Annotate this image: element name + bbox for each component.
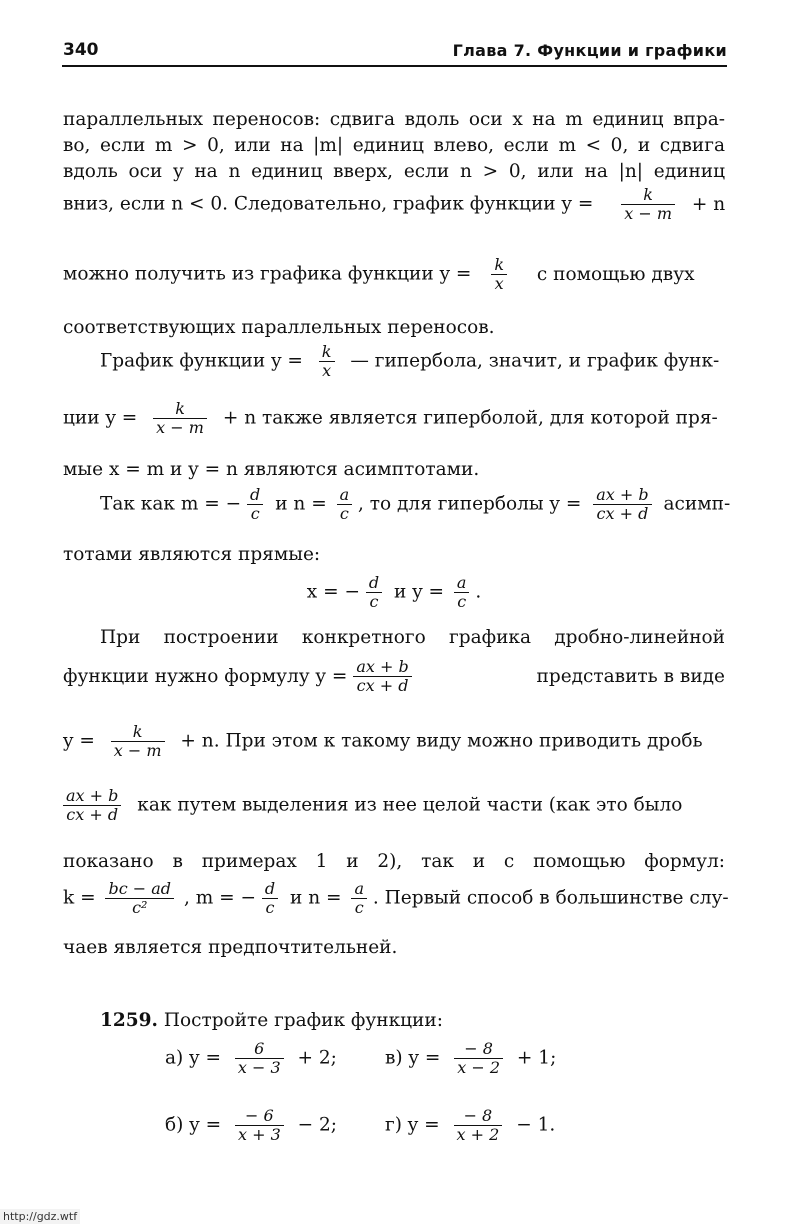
fraction bbox=[337, 486, 353, 523]
fraction-denominator: x + 2 bbox=[456, 1125, 500, 1144]
formula-line bbox=[63, 574, 725, 611]
exercise-item-tail: + 2; bbox=[297, 1047, 337, 1069]
fraction-numerator: k bbox=[153, 400, 207, 419]
fraction bbox=[593, 486, 651, 523]
fraction-numerator: ax + b bbox=[353, 658, 411, 677]
exercise-item bbox=[385, 1040, 556, 1077]
fraction-denominator: x − m bbox=[624, 204, 672, 223]
fraction bbox=[366, 574, 382, 611]
text-segment: k = bbox=[63, 887, 96, 909]
fraction bbox=[111, 723, 165, 760]
fraction-numerator: 6 bbox=[235, 1040, 284, 1059]
page-number: 340 bbox=[63, 40, 99, 60]
fraction bbox=[105, 880, 174, 917]
fraction-numerator: d bbox=[366, 574, 382, 593]
text-segment: как путем выделения из нее целой части (как это было bbox=[137, 794, 683, 816]
exercise-number: 1259. bbox=[100, 1010, 158, 1031]
text-segment: и n = bbox=[290, 887, 342, 909]
text-segment: функции нужно формулу y = bbox=[63, 665, 348, 687]
fraction bbox=[262, 880, 278, 917]
exercise-heading bbox=[100, 1010, 443, 1031]
exercise-item bbox=[385, 1107, 555, 1144]
text-segment: y = bbox=[63, 730, 95, 752]
text-segment: График функции y = bbox=[100, 350, 303, 372]
exercise-item-tail: − 2; bbox=[297, 1114, 338, 1136]
text-line-with-fraction bbox=[63, 186, 725, 223]
header-rule bbox=[62, 65, 727, 67]
fraction-numerator: bc − ad bbox=[105, 880, 174, 899]
text-segment: можно получить из графика функции y = bbox=[63, 263, 472, 285]
fraction-denominator: x − m bbox=[156, 418, 204, 437]
fraction-numerator: − 8 bbox=[454, 1040, 503, 1059]
fraction-numerator: k bbox=[491, 256, 507, 275]
fraction-numerator: ax + b bbox=[593, 486, 651, 505]
text-segment: вниз, если n < 0. Следовательно, график функции y = bbox=[63, 193, 594, 215]
fraction-denominator: x − m bbox=[113, 741, 162, 760]
fraction bbox=[454, 1040, 503, 1077]
fraction-numerator: k bbox=[621, 186, 675, 205]
fraction-denominator: c bbox=[369, 592, 379, 611]
exercise-item-label: г) y = bbox=[385, 1114, 440, 1136]
text-line-with-fraction bbox=[63, 256, 725, 293]
text-segment: и n = bbox=[275, 493, 327, 515]
fraction-numerator: k bbox=[319, 343, 335, 362]
fraction-denominator: c bbox=[250, 504, 260, 523]
text-segment: — гипербола, значит, и график функ- bbox=[350, 350, 720, 372]
text-line: вдоль оси y на n единиц вверх, если n > 0, или на |n| единиц bbox=[63, 161, 725, 182]
text-line-with-fraction bbox=[63, 400, 725, 437]
fraction-denominator: x − 3 bbox=[237, 1058, 281, 1077]
text-line: тотами являются прямые: bbox=[63, 544, 321, 565]
text-line-with-fraction bbox=[100, 485, 731, 523]
exercise-item-tail: − 1. bbox=[516, 1114, 556, 1136]
fraction-numerator: d bbox=[247, 486, 263, 505]
text-segment: x = − bbox=[306, 581, 360, 603]
exercise-item bbox=[165, 1040, 337, 1077]
text-line: соответствующих параллельных переносов. bbox=[63, 317, 495, 338]
text-line-with-fraction bbox=[63, 658, 725, 695]
fraction bbox=[319, 343, 335, 380]
fraction-numerator: a bbox=[454, 574, 470, 593]
fraction-numerator: − 6 bbox=[235, 1107, 284, 1126]
fraction-denominator: c² bbox=[132, 898, 148, 917]
fraction bbox=[235, 1040, 284, 1077]
fraction-numerator: k bbox=[111, 723, 165, 742]
fraction-numerator: a bbox=[351, 880, 367, 899]
fraction bbox=[247, 486, 263, 523]
text-segment: , то для гиперболы y = bbox=[358, 493, 582, 515]
exercise-item-label: б) y = bbox=[165, 1114, 222, 1136]
exercise-item-label: в) y = bbox=[385, 1047, 441, 1069]
fraction bbox=[621, 186, 675, 223]
fraction bbox=[353, 658, 411, 695]
text-segment: . Первый способ в большинстве слу- bbox=[372, 887, 729, 909]
text-segment: Так как m = − bbox=[100, 493, 242, 515]
fraction-denominator: x bbox=[494, 274, 504, 293]
exercise-item bbox=[165, 1107, 337, 1144]
text-segment: асимп- bbox=[663, 493, 731, 515]
fraction-numerator: ax + b bbox=[63, 787, 121, 806]
text-segment: . bbox=[475, 581, 482, 603]
exercise-item-label: а) y = bbox=[165, 1047, 221, 1069]
fraction-numerator: − 8 bbox=[454, 1107, 503, 1126]
fraction-denominator: x bbox=[322, 361, 332, 380]
text-line: показано в примерах 1 и 2), так и с помощью формул: bbox=[63, 851, 725, 872]
text-line-with-fraction bbox=[63, 723, 725, 760]
fraction bbox=[351, 880, 367, 917]
fraction-denominator: x + 3 bbox=[237, 1125, 281, 1144]
fraction-denominator: cx + d bbox=[596, 504, 649, 523]
fraction-numerator: a bbox=[337, 486, 353, 505]
fraction-denominator: c bbox=[354, 898, 364, 917]
fraction bbox=[235, 1107, 284, 1144]
fraction-denominator: x − 2 bbox=[457, 1058, 501, 1077]
exercise-title: Постройте график функции: bbox=[163, 1010, 443, 1031]
text-segment: + n. При этом к такому виду можно приводить дробь bbox=[180, 730, 703, 752]
fraction bbox=[491, 256, 507, 293]
fraction-denominator: c bbox=[339, 504, 349, 523]
text-line-with-fraction bbox=[100, 343, 725, 380]
text-line: во, если m > 0, или на |m| единиц влево, если m < 0, и сдвига bbox=[63, 135, 725, 156]
text-line: параллельных переносов: сдвига вдоль оси x на m единиц впра- bbox=[63, 109, 725, 130]
running-head: Глава 7. Функции и графики bbox=[452, 41, 727, 60]
exercise-item-tail: + 1; bbox=[516, 1047, 557, 1069]
fraction-denominator: cx + d bbox=[356, 676, 409, 695]
text-segment: + n bbox=[691, 193, 726, 215]
text-segment: , m = − bbox=[183, 887, 257, 909]
fraction bbox=[454, 1107, 503, 1144]
text-segment: представить в виде bbox=[536, 665, 725, 687]
text-line: При построении конкретного графика дробно-линейной bbox=[100, 627, 725, 648]
text-segment: ции y = bbox=[63, 407, 138, 429]
text-line: чаев является предпочтительней. bbox=[63, 937, 398, 958]
watermark-link[interactable]: http://gdz.wtf bbox=[0, 1209, 80, 1224]
text-segment: с помощью двух bbox=[536, 263, 695, 285]
text-line: мые x = m и y = n являются асимптотами. bbox=[63, 459, 480, 480]
fraction-denominator: c bbox=[457, 592, 467, 611]
fraction bbox=[63, 787, 121, 824]
text-line-with-fraction bbox=[63, 787, 725, 824]
fraction-denominator: c bbox=[265, 898, 275, 917]
fraction bbox=[454, 574, 470, 611]
fraction-denominator: cx + d bbox=[66, 805, 119, 824]
fraction bbox=[153, 400, 207, 437]
text-line-with-fraction bbox=[63, 879, 729, 917]
text-segment: и y = bbox=[393, 581, 445, 603]
text-segment: + n также является гиперболой, для которой пря- bbox=[222, 407, 718, 429]
fraction-numerator: d bbox=[262, 880, 278, 899]
